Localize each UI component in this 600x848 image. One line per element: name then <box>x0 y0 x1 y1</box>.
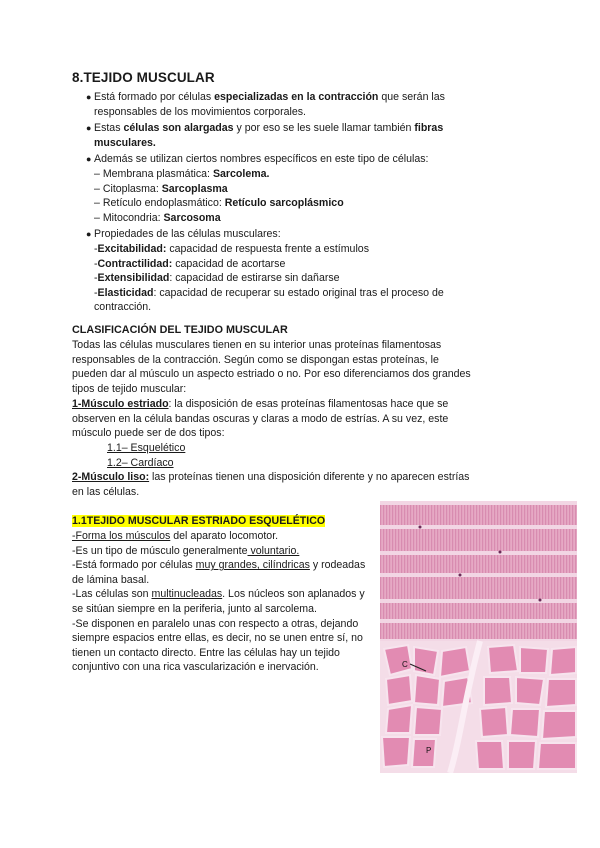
text: Además se utilizan ciertos nombres específicos en este tipo de células: <box>94 153 429 166</box>
bold-text: fibras musculares. <box>94 122 444 149</box>
skeletal-description <box>72 529 367 675</box>
text: que serán las responsables de los movimientos corporales. <box>94 91 445 118</box>
bullet-item <box>72 121 492 150</box>
label-c: C <box>402 660 408 669</box>
bullet-item <box>72 152 492 225</box>
property-item: -Contractilidad: capacidad de acortarse <box>94 257 286 270</box>
line: -Es un tipo de músculo generalmente voluntario. <box>72 544 300 557</box>
line: -Forma los músculos del aparato locomotor. <box>72 530 279 542</box>
term-item: – Membrana plasmática: Sarcolema. <box>94 167 270 180</box>
section-title: 8.TEJIDO MUSCULAR <box>72 70 215 85</box>
bullet-list <box>72 90 492 317</box>
text: Estas <box>94 122 124 135</box>
line: -Se disponen en paralelo unas con respecto a otras, dejando siempre espacios entre ellas, es decir, no se unen entre sí, no tienen un contacto directo. Entre las células hay un tejido conjuntivo con una rica vascularización e inervación. <box>72 617 363 674</box>
skeletal-heading: 1.1TEJIDO MUSCULAR ESTRIADO ESQUELÉTICO <box>72 515 326 527</box>
smooth-paragraph: 2-Músculo liso: las proteínas tienen una disposición diferente y no aparecen estrías en las células. <box>72 471 470 498</box>
text: y por eso se les suele llamar también <box>233 122 415 135</box>
bullet-dot-icon: ● <box>86 92 92 102</box>
text: Propiedades de las células musculares: <box>94 228 281 241</box>
text: Está formado por células <box>94 91 215 103</box>
classification-intro: Todas las células musculares tienen en su interior unas proteínas filamentosas responsables de la contracción. Según como se dispongan estas proteínas, le pueden dar al músculo un aspecto estriado o no. Por eso diferenciamos dos grandes tipos de tejido muscular: <box>72 339 471 395</box>
bold-text: especializadas en la contracción <box>214 91 379 103</box>
classification-heading: CLASIFICACIÓN DEL TEJIDO MUSCULAR <box>72 324 288 336</box>
term-item: – Retículo endoplasmático: Retículo sarcoplásmico <box>94 197 344 210</box>
label-p: P <box>426 746 432 755</box>
subtype-skeletal: 1.1– Esquelético <box>107 442 186 454</box>
property-item: -Elasticidad: capacidad de recuperar su estado original tras el proceso de contracción. <box>94 286 444 314</box>
muscle-histology-image <box>380 501 577 773</box>
term-item: – Citoplasma: Sarcoplasma <box>94 182 228 195</box>
bullet-item <box>72 227 492 315</box>
term-item: – Mitocondria: Sarcosoma <box>94 211 221 224</box>
striated-paragraph: 1-Músculo estriado: la disposición de esas proteínas filamentosas hace que se observen en la célula bandas oscuras y claras a modo de estrías. A su vez, este músculo puede ser de dos tipos: <box>72 398 449 440</box>
property-item: -Excitabilidad: capacidad de respuesta frente a estímulos <box>94 242 369 255</box>
subtype-cardiac: 1.2– Cardíaco <box>107 457 174 469</box>
histology-svg <box>380 501 577 773</box>
property-item: -Extensibilidad: capacidad de estirarse sin dañarse <box>94 272 340 285</box>
line: -Está formado por células muy grandes, cilíndricas y rodeadas de lámina basal. <box>72 559 366 586</box>
line: -Las células son multinucleadas. Los núcleos son aplanados y se sitúan siempre en la periferia, junto al sarcolema. <box>72 588 365 615</box>
bullet-dot-icon: ● <box>86 229 92 240</box>
bullet-dot-icon: ● <box>86 123 92 134</box>
bullet-item <box>72 90 492 119</box>
bullet-dot-icon: ● <box>86 154 92 165</box>
bold-text: células son alargadas <box>123 122 234 135</box>
